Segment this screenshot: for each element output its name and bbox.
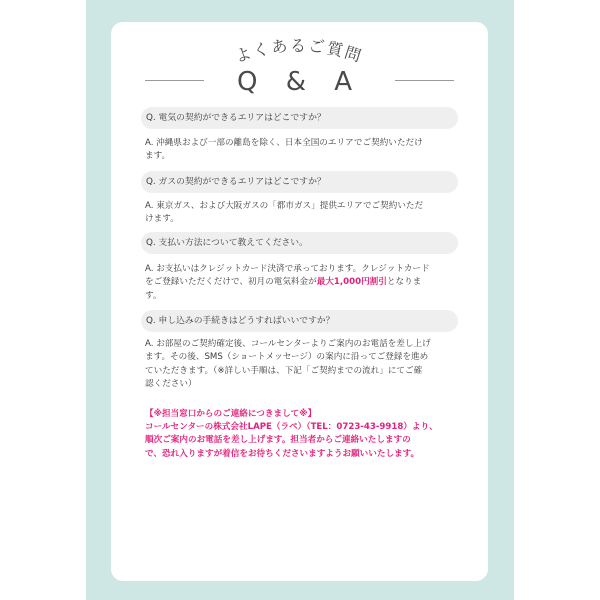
answer-4-line-3: ていただきます。（※詳しい手順は、下記「ご契約までの流れ」にてご確 — [145, 365, 423, 376]
subtitle-text: よくあるご質問 — [232, 36, 366, 67]
answer-4-line-4: 認ください） — [145, 379, 197, 390]
question-2: Q. ガスの契約ができるエリアはどこですか？ — [141, 171, 458, 193]
answer-1-line-1: A. 沖縄県および一部の離島を除く、日本全国のエリアでご契約いただけ — [145, 138, 423, 148]
answer-4 — [145, 338, 455, 392]
notice-line-1: コールセンターの株式会社LAPE（ラペ）（TEL：0723-43-9918）より、 — [145, 422, 438, 433]
answer-1-line-2: ます。 — [145, 151, 171, 162]
question-4: Q. 申し込みの手続きはどうすればいいですか？ — [141, 310, 458, 332]
faq-card — [111, 22, 488, 581]
answer-3 — [145, 263, 455, 303]
contact-notice — [145, 408, 457, 461]
answer-1 — [145, 137, 455, 164]
answer-3-text-tail: となりま — [386, 277, 422, 288]
svg-text:よくあるご質問 — [233, 36, 366, 66]
answer-4-line-1: A. お部屋のご契約確定後、コールセンターよりご案内のお電話を差し上げ — [145, 339, 431, 349]
answer-3-line-3: す。 — [145, 290, 162, 301]
discount-highlight: 最大1,000円割引 — [316, 277, 387, 288]
answer-4-line-2: ます。その後、SMS（ショートメッセージ）の案内に沿ってご登録を進め — [145, 352, 429, 363]
page-title: Q & A — [236, 67, 363, 97]
answer-3-line-1: A. お支払いはクレジットカード決済で承っております。クレジットカード — [145, 264, 430, 274]
divider-right — [395, 80, 454, 81]
answer-3-text: をご登録いただくだけで、初月の電気料金が — [145, 277, 317, 288]
question-1: Q. 電気の契約ができるエリアはどこですか？ — [141, 107, 458, 129]
answer-2-line-2: けます。 — [145, 214, 179, 225]
answer-2-line-1: A. 東京ガス、および大阪ガスの「都市ガス」提供エリアでご契約いただ — [145, 201, 424, 211]
notice-heading: 【※担当窓口からのご連絡につきまして※】 — [145, 409, 317, 419]
notice-line-2: 順次ご案内のお電話を差し上げます。担当者からご連絡いたしますの — [145, 435, 411, 446]
answer-2 — [145, 200, 455, 227]
question-3: Q. 支払い方法について教えてください。 — [141, 232, 458, 254]
answer-3-line-2 — [145, 276, 455, 289]
notice-line-3: で、恐れ入りますが着信をお待ちくださいますようお願いいたします。 — [145, 448, 420, 459]
